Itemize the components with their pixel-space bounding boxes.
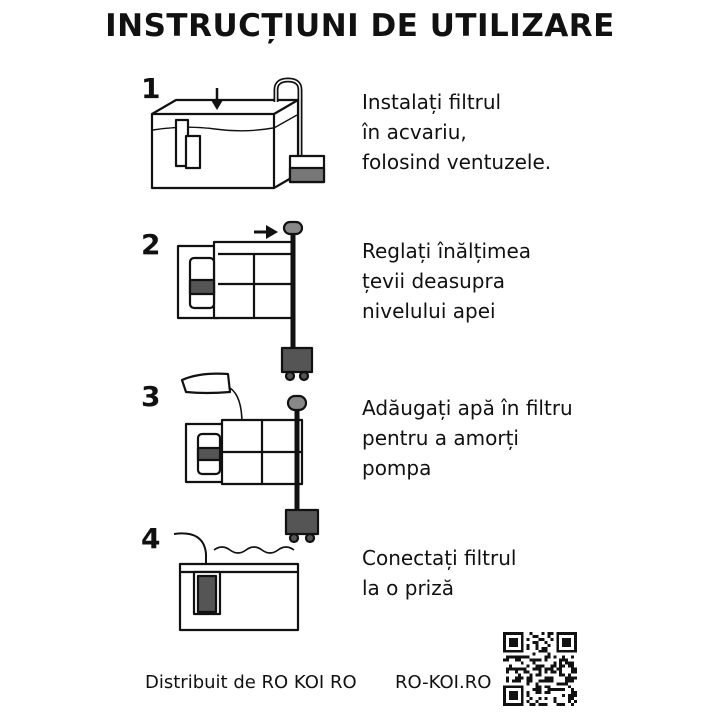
website-text: RO-KOI.RO xyxy=(395,672,492,693)
step-4-number: 4 xyxy=(141,522,161,555)
distributor-text: Distribuit de RO KOI RO xyxy=(145,672,357,693)
step-2-text: Reglați înălțimea țevii deasupra nivelului apei xyxy=(362,239,532,323)
step-2-number: 2 xyxy=(141,228,161,261)
step-3-number: 3 xyxy=(141,380,161,413)
plug-in-filter-icon xyxy=(170,524,350,639)
page-title: INSTRUCȚIUNI DE UTILIZARE xyxy=(105,8,615,44)
step-1-number: 1 xyxy=(141,72,161,105)
aquarium-filter-install-icon xyxy=(140,70,340,200)
adjust-pipe-height-icon xyxy=(170,208,350,388)
step-3-text: Adăugați apă în filtru pentru a amorți pompa xyxy=(362,396,573,480)
step-1-text: Instalați filtrul în acvariu, folosind ventuzele. xyxy=(362,90,552,174)
qr-code-icon xyxy=(503,632,577,706)
step-4-text: Conectați filtrul la o priză xyxy=(362,546,517,600)
